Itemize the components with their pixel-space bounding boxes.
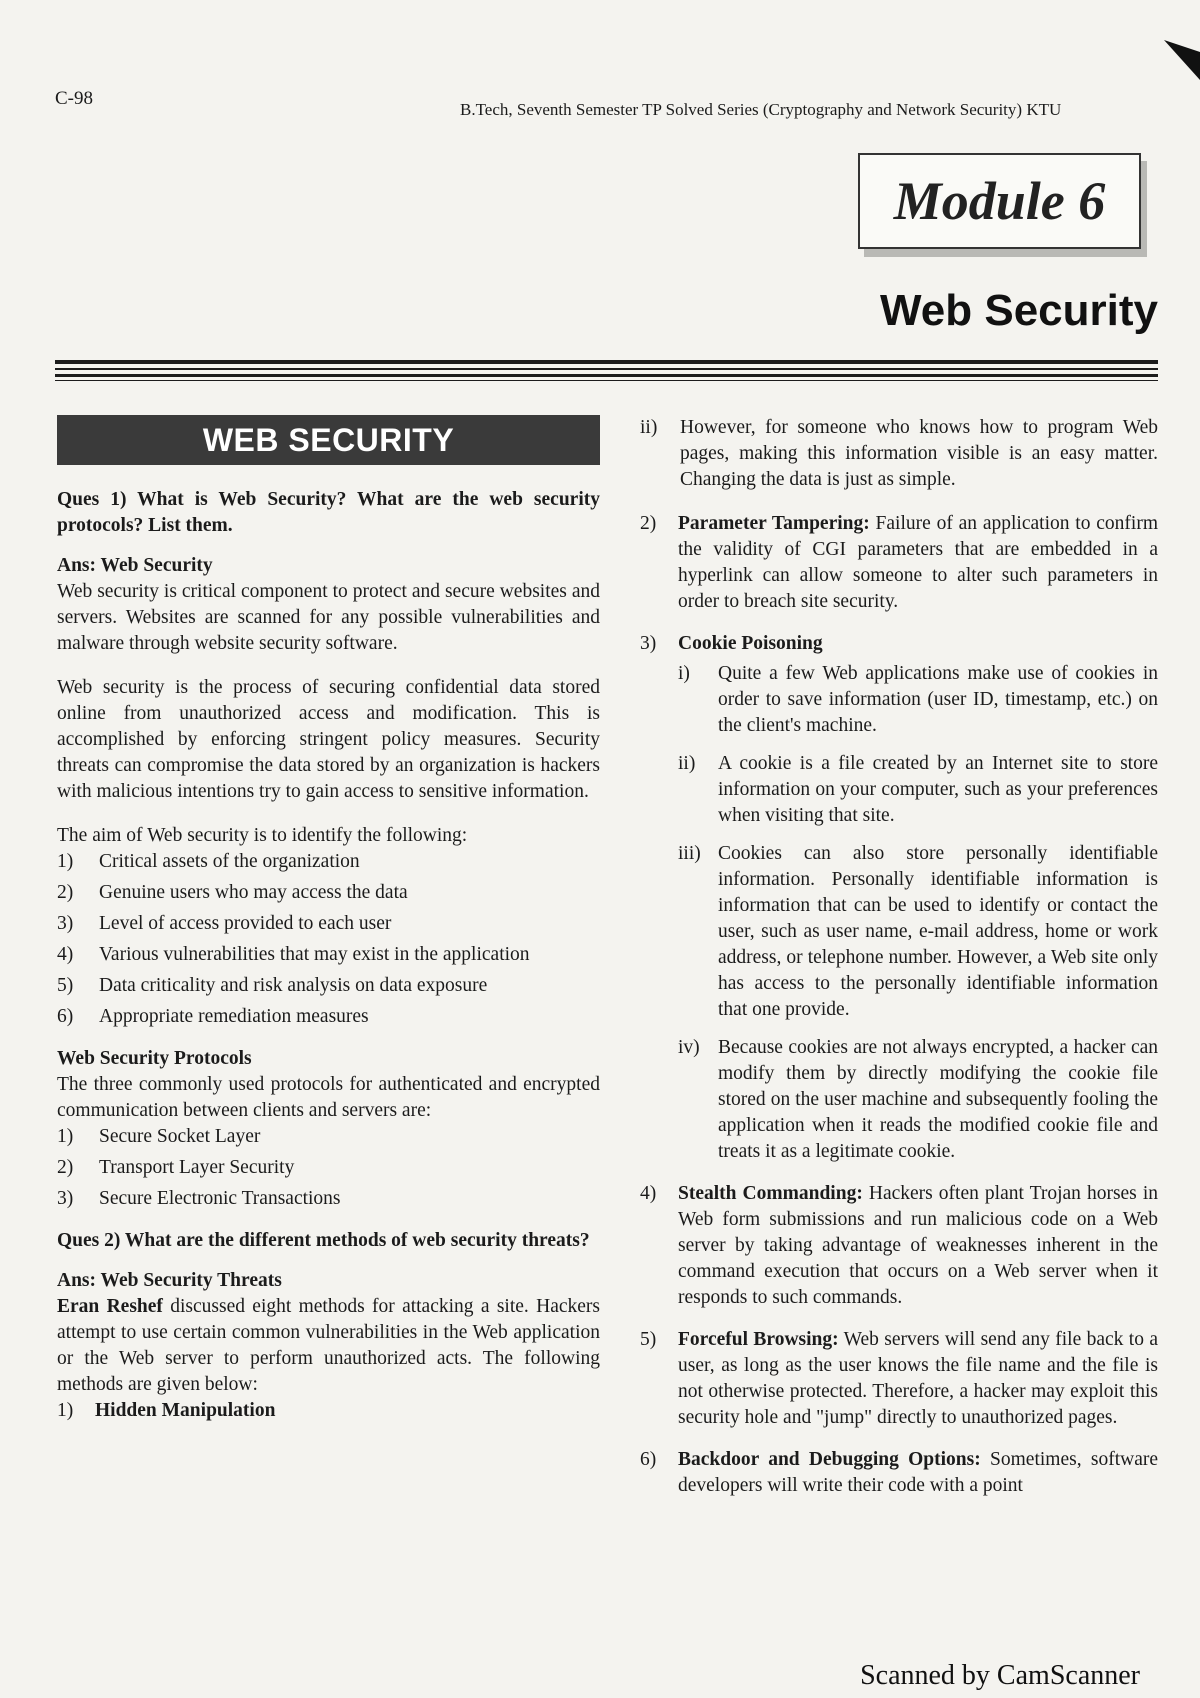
answer-2-paragraph: Eran Reshef discussed eight methods for attacking a site. Hackers attempt to use certain common vulnerabilities in the Web application or the Web server to perform unauthorized acts. The following methods are given below:: [57, 1296, 600, 1395]
section-banner: WEB SECURITY: [57, 415, 600, 465]
divider-rule: [55, 360, 1158, 364]
method-item: 4) Stealth Commanding: Hackers often plant Trojan horses in Web form submissions and run malicious code on a Web server by taking advantage of weaknesses inherent in the command execution that occurs on a Web server when it responds to such commands.: [640, 1183, 1158, 1308]
running-header: B.Tech, Seventh Semester TP Solved Series (Cryptography and Network Security) KTU: [460, 100, 1062, 119]
protocols-list: [57, 1124, 600, 1212]
list-item: 6) Appropriate remediation measures: [57, 1006, 369, 1027]
question-1: Ques 1) What is Web Security? What are the web security protocols? List them.: [57, 489, 600, 536]
cookie-subitems: [640, 661, 1158, 1165]
aim-intro: The aim of Web security is to identify the following:: [57, 825, 468, 846]
sub-item: i) Quite a few Web applications make use of cookies in order to save information (user ID, timestamp, etc.) on the client's machine.: [678, 663, 1158, 736]
protocols-intro: The three commonly used protocols for authenticated and encrypted communication between clients and servers are:: [57, 1074, 600, 1121]
scanner-watermark: Scanned by CamScanner: [860, 1660, 1140, 1691]
list-item: 1) Hidden Manipulation: [57, 1400, 276, 1421]
method-item: 6) Backdoor and Debugging Options: Sometimes, software developers will write their code with a point: [640, 1449, 1158, 1496]
method-item: 3) Cookie Poisoning: [640, 633, 823, 654]
module-label-box: [858, 153, 1141, 249]
left-column: [57, 415, 600, 1424]
protocols-heading: Web Security Protocols: [57, 1048, 252, 1069]
author-name: Eran Reshef: [57, 1296, 163, 1317]
list-item: 1) Secure Socket Layer: [57, 1126, 261, 1147]
page-number: C-98: [55, 88, 93, 109]
list-item: 3) Secure Electronic Transactions: [57, 1188, 341, 1209]
sub-item: ii) However, for someone who knows how to program Web pages, making this information visible is an easy matter. Changing the data is just as simple.: [640, 417, 1158, 490]
page-corner-fold: [1164, 40, 1200, 80]
divider-rule: [55, 374, 1158, 377]
aim-list: [57, 849, 600, 1030]
list-item: 1) Critical assets of the organization: [57, 851, 360, 872]
list-item: 4) Various vulnerabilities that may exist in the application: [57, 944, 530, 965]
sub-item: ii) A cookie is a file created by an Internet site to store information on your computer, such as your preferences when visiting that site.: [678, 753, 1158, 826]
answer-1-paragraph: Web security is the process of securing confidential data stored online from unauthorized access and modification. This is accomplished by enforcing stringent policy measures. Security threats can compromise the data stored by an organization is hackers with malicious intentions try to gain access to sensitive information.: [57, 677, 600, 802]
method-item: 5) Forceful Browsing: Web servers will send any file back to a user, as long as the user knows the file name and the file is not otherwise protected. Therefore, a hacker may exploit this security hole and "jump" directly to unauthorized pages.: [640, 1329, 1158, 1428]
list-item: 3) Level of access provided to each user: [57, 913, 392, 934]
answer-1-heading: Ans: Web Security: [57, 555, 213, 576]
divider-rule: [55, 368, 1158, 370]
sub-item: iii) Cookies can also store personally identifiable information. Personally identifiable information is information that can be used to identify or contact the user, such as user name, e-mail address, home or work address, or telephone number. However, a Web site only has access to the personally identifiable information that one provide.: [678, 843, 1158, 1020]
answer-1-paragraph: Web security is critical component to protect and secure websites and servers. Websites are scanned for any possible vulnerabilities and malware through website security software.: [57, 581, 600, 654]
divider-rule: [55, 380, 1158, 381]
method-item: 2) Parameter Tampering: Failure of an application to confirm the validity of CGI parameters that are embedded in a hyperlink can allow someone to alter such parameters in order to breach site security.: [640, 513, 1158, 612]
sub-item: iv) Because cookies are not always encrypted, a hacker can modify them by directly modifying the cookie file stored on the user machine and subsequently fooling the application when it reads the modified cookie file and treats it as a legitimate cookie.: [678, 1037, 1158, 1162]
list-item: 5) Data criticality and risk analysis on data exposure: [57, 975, 488, 996]
question-2: Ques 2) What are the different methods of web security threats?: [57, 1230, 590, 1251]
list-item: 2) Genuine users who may access the data: [57, 882, 408, 903]
module-title: Web Security: [880, 286, 1158, 335]
list-item: 2) Transport Layer Security: [57, 1157, 295, 1178]
module-label: Module 6: [893, 171, 1106, 231]
right-column: [640, 415, 1158, 1499]
answer-2-heading: Ans: Web Security Threats: [57, 1270, 282, 1291]
